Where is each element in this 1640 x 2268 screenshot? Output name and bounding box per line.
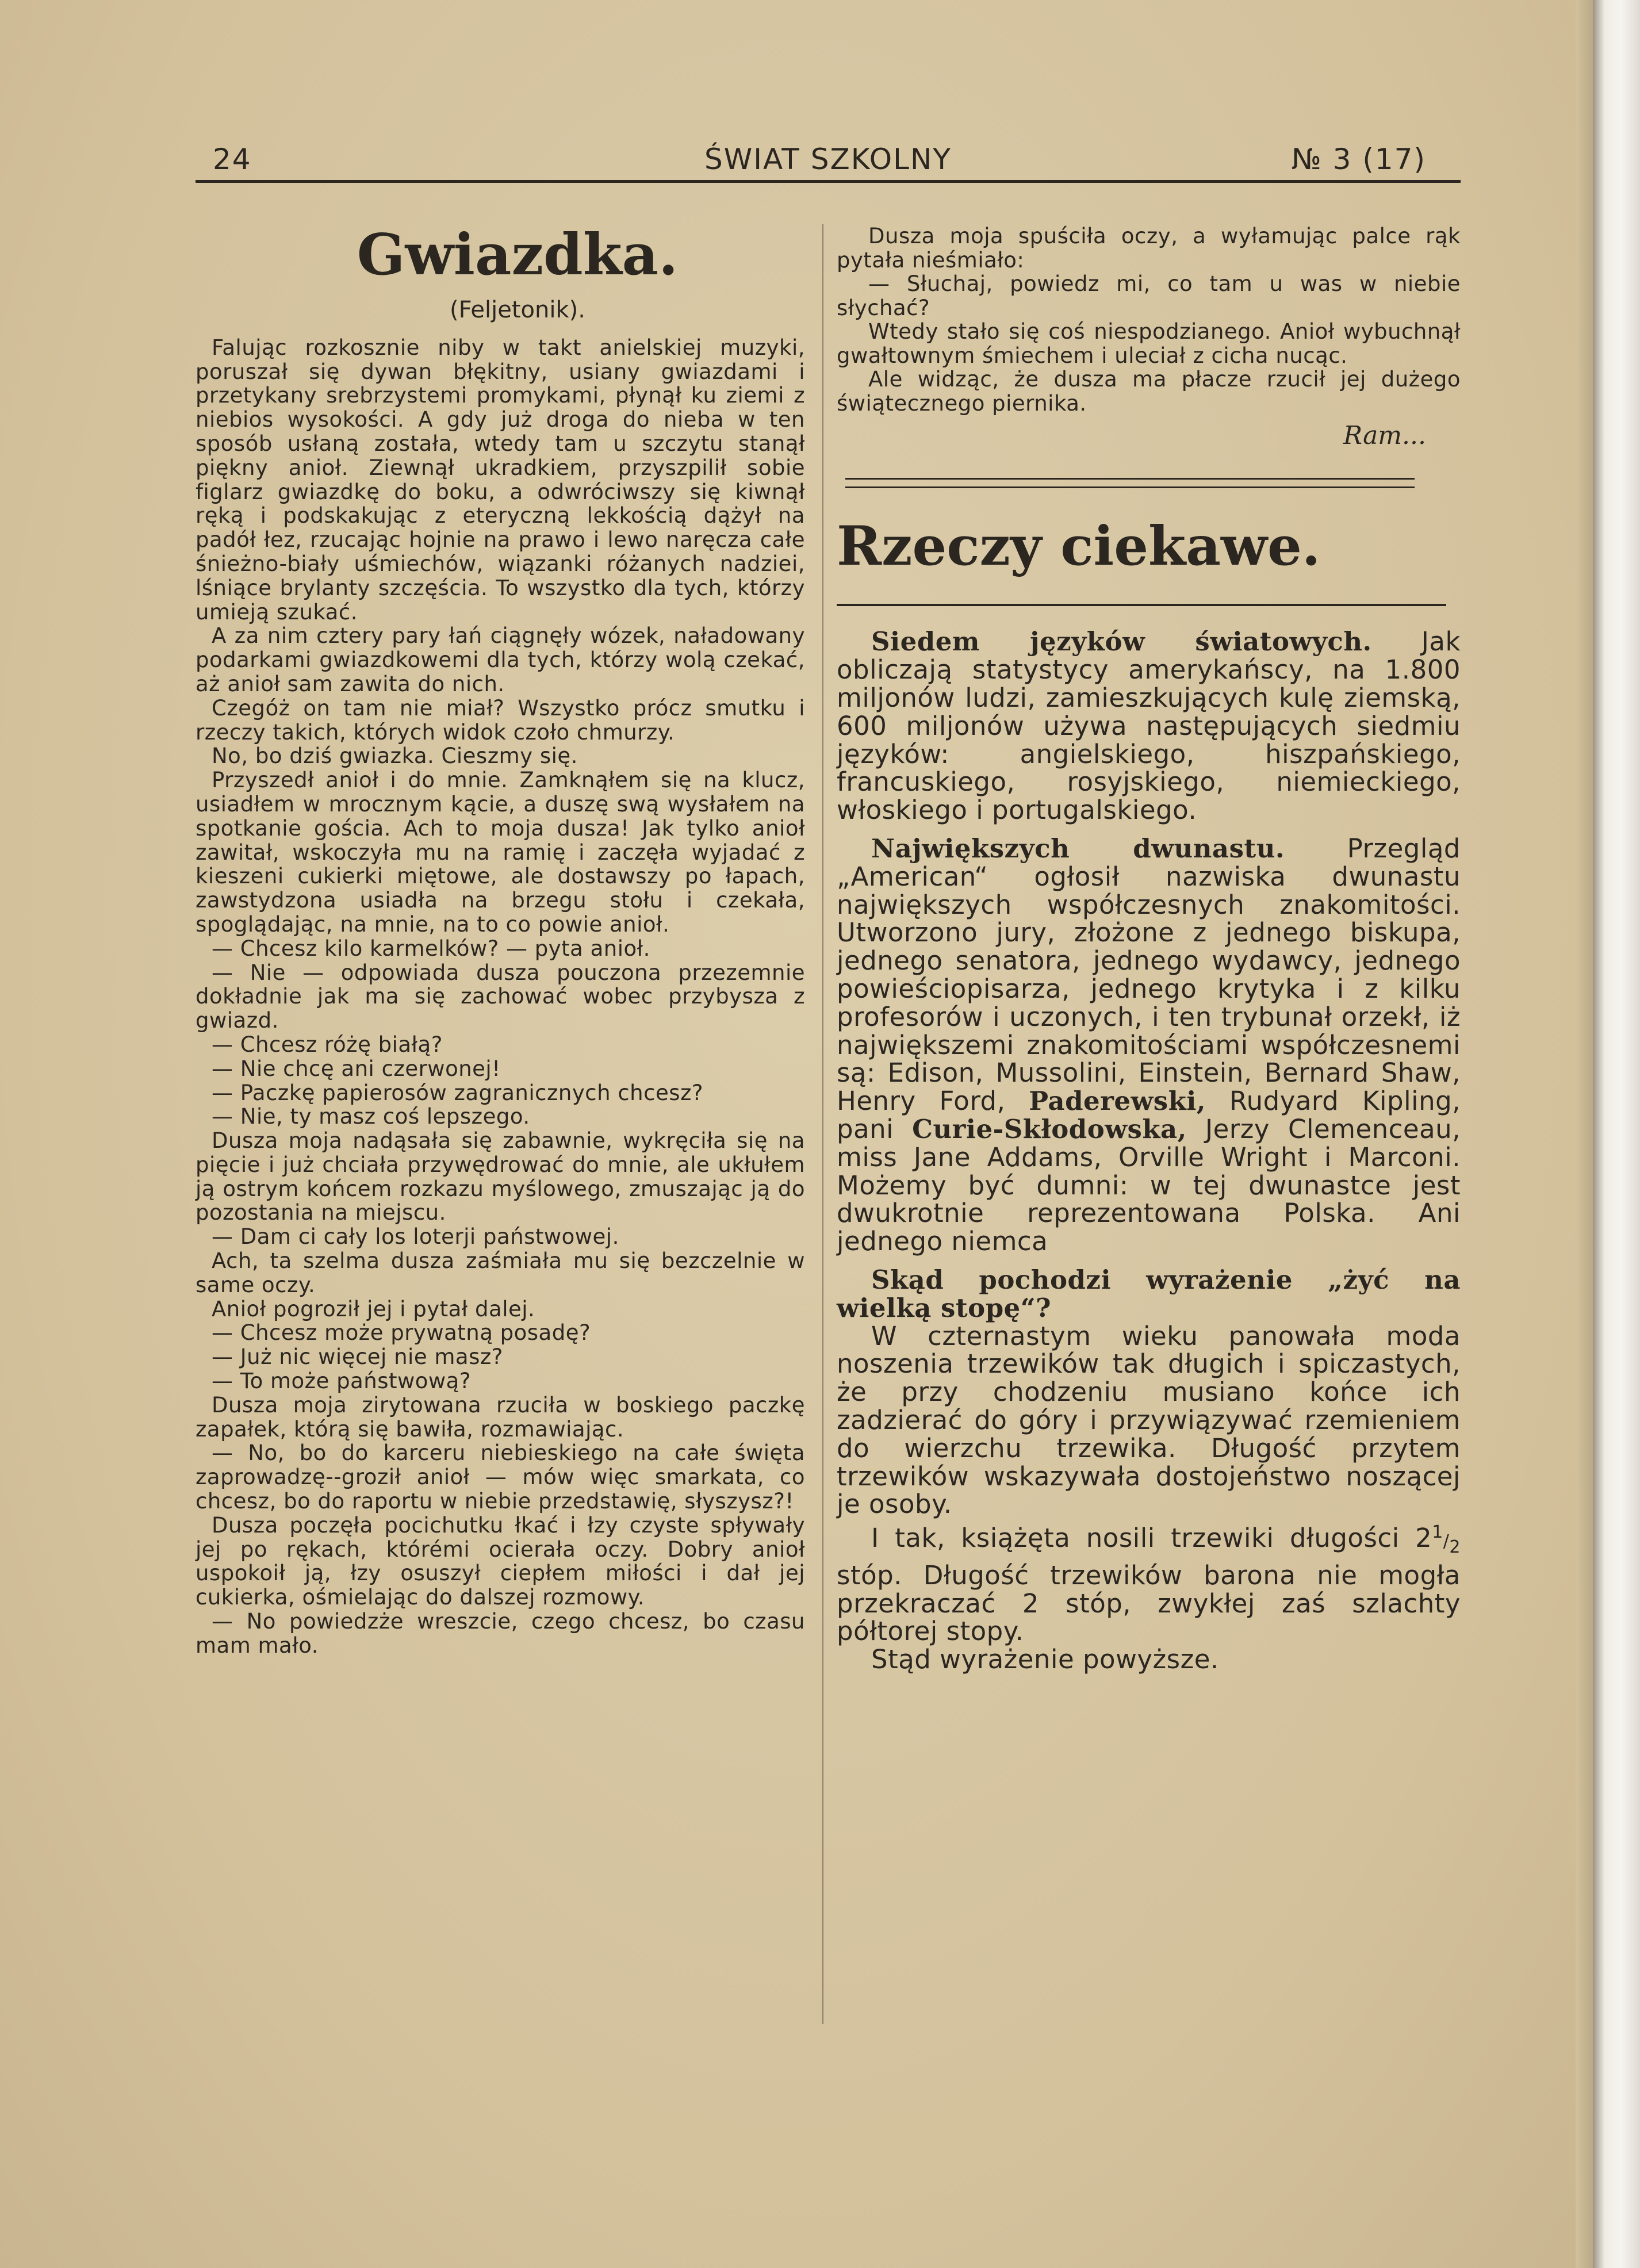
section-title: Rzeczy ciekawe. (837, 515, 1321, 578)
curiosities-body (837, 628, 1461, 1674)
paragraph: Ach, ta szelma dusza zaśmiała mu się bezczelnie w same oczy. (196, 1248, 805, 1297)
paragraph: Stąd wyrażenie powyższe. (871, 1644, 1219, 1675)
paragraph: Ale widząc, że dusza ma płacze rzucił jej dużego świątecznego piernika. (837, 367, 1461, 416)
column-divider (822, 224, 823, 2024)
feuilleton-subtitle: (Feljetonik). (450, 296, 585, 323)
item-text: Przegląd „American“ ogłosił nazwiska dwunastu największych współczesnych znakomitości. Utworzono jury, złożone z jednego biskupa, jednego senatora, jednego wydawcy, jednego powieściopisarza, jednego krytyka i z kilku profesorów i uczonych, i ten trybunał orzekł, iż największemi znakomitościami współczesnemi są: Edison, Mussolini, Einstein, Bernard Shaw, Henry Ford, (837, 833, 1461, 1117)
page-number: 24 (213, 143, 252, 176)
paragraph: Dusza moja spuściła oczy, a wyłamując palce rąk pytała nieśmiało: (837, 224, 1461, 273)
page-edge-shadow (1576, 0, 1593, 2268)
paragraph: A za nim cztery pary łań ciągnęły wózek, naładowany podarkami gwiazdkowemi dla tych, którzy wolą czekać, aż anioł sam zawita do nich. (196, 623, 805, 696)
paragraph: — No powiedzże wreszcie, czego chcesz, bo czasu mam mało. (196, 1609, 805, 1658)
header-rule (196, 180, 1461, 183)
paragraph: Dusza moja nadąsała się zabawnie, wykręciła się na pięcie i już chciała przywędrować do mnie, ale ukłułem ją ostrym końcem rozkazu myślowego, zmuszając ją do pozostania na miejscu. (196, 1128, 805, 1225)
paragraph: Wtedy stało się coś niespodzianego. Anioł wybuchnął gwałtownym śmiechem i uleciał z cicha nucąc. (837, 319, 1461, 368)
fraction-numerator: 1 (1432, 1522, 1443, 1543)
paragraph: — Nie — odpowiada dusza pouczona przezemnie dokładnie jak ma się zachować wobec przybysza z gwiazd. (196, 960, 805, 1033)
paragraph: Dusza moja zirytowana rzuciła w boskiego paczkę zapałek, którą się bawiła, rozmawiając. (196, 1392, 805, 1442)
paragraph: — Dam ci cały los loterji państwowej. (212, 1224, 619, 1250)
curiosity-item (837, 628, 1461, 825)
journal-title: ŚWIAT SZKOLNY (704, 143, 952, 176)
paragraph: Falując rozkosznie niby w takt anielskiej muzyki, poruszał się dywan błękitny, usiany gwiazdami i przetykany srebrzystemi promykami, płynął ku ziemi z niebios wysokości. A gdy już droga do nieba w ten sposób usłaną została, wtedy tam u szczytu stanął piękny anioł. Ziewnął ukradkiem, przyszpilił sobie figlarz gwiazdkę do boku, a odwróciwszy się kiwnął ręką i podskakując z eteryczną lekkością dążył na padół łez, rzucając hojnie na prawo i lewo naręcza całe śnieżno-biały uśmiechów, wiązanki różanych nadziei, lśniące brylanty szczęścia. To wszystko dla tych, którzy umieją szukać. (196, 335, 805, 625)
paragraph: Czegóż on tam nie miał? Wszystko prócz smutku i rzeczy takich, których widok czoło chmurzy. (196, 695, 805, 745)
feuilleton-continuation (837, 224, 1461, 415)
right-column (837, 224, 1461, 1674)
left-column (196, 224, 805, 1658)
paragraph: Dusza poczęła pocichutku łkać i łzy czyste spływały jej po rękach, którémi ocierała oczy. Dobry anioł uspokoił ją, łzy osuszył ciepłem miłości i dał jej cukierka, ośmielając do dalszej rozmowy. (196, 1512, 805, 1610)
section-separator (845, 478, 1415, 488)
highlighted-name: Paderewski, (1029, 1086, 1206, 1117)
paragraph: — Już nic więcej nie masz? (212, 1344, 503, 1370)
item-text: Jak obliczają statystycy amerykańscy, na 1.800 miljonów ludzi, zamieszkujących kulę ziemską, 600 miljonów używa następujących siedmiu języków: angielskiego, hiszpańskiego, francuskiego, rosyjskiego, niemieckiego, włoskiego i portugalskiego. (837, 626, 1461, 826)
feuilleton-title: Gwiazdka. (357, 222, 679, 288)
paragraph: — Chcesz może prywatną posadę? (212, 1320, 591, 1346)
paragraph: — No, bo do karceru niebieskiego na całe święta zaprowadzę--groził anioł — mów więc smarkata, co chcesz, bo do raportu w niebie przedstawię, słyszysz?! (196, 1441, 805, 1514)
item-heading: Skąd pochodzi wyrażenie „żyć na wielką stopę“? (837, 1264, 1461, 1323)
paragraph: — Nie, ty masz coś lepszego. (212, 1104, 530, 1129)
highlighted-name: Curie-Skłodowska, (912, 1113, 1187, 1144)
item-text: Rudyard Kipling, pani (837, 1086, 1461, 1144)
page-binding-edge (1593, 0, 1640, 2268)
curiosity-item (837, 835, 1461, 1256)
author-signature: Ram... (1343, 421, 1426, 450)
fraction-denominator: 2 (1449, 1537, 1461, 1558)
paragraph: — Chcesz kilo karmelków? — pyta anioł. (212, 936, 650, 961)
section-title-rule (837, 604, 1446, 606)
item-text: stóp. Długość trzewików barona nie mogła przekraczać 2 stóp, zwykłej zaś szlachty półtorej stopy. (837, 1560, 1461, 1647)
paragraph: W czternastym wieku panowała moda noszenia trzewików tak długich i spiczastych, że przy chodzeniu musiano końce ich zadzierać do góry i przywiązywać rzemieniem do wierzchu trzewika. Długość przytem trzewików wskazywała dostojeństwo noszącej je osoby. (837, 1320, 1461, 1520)
paragraph: Anioł pogroził jej i pytał dalej. (212, 1296, 535, 1321)
paragraph: — Paczkę papierosów zagranicznych chcesz? (212, 1080, 704, 1105)
item-text: Jerzy Clemenceau, miss Jane Addams, Orville Wright i Marconi. Możemy być dumni: w tej dwunastce jest dwukrotnie reprezentowana Polska. Ani jednego niemca (837, 1113, 1461, 1257)
item-heading: Siedem języków światowych. (871, 626, 1372, 657)
paragraph: — Chcesz różę białą? (212, 1032, 443, 1057)
paragraph: Przyszedł anioł i do mnie. Zamknąłem się na klucz, usiadłem w mrocznym kącie, a duszę swą wysłałem na spotkanie gościa. Ach to moja dusza! Jak tylko anioł zawitał, wskoczyła mu na ramię i zaczęła wyjadać z kieszeni cukierki miętowe, ale dostawszy po łapach, zawstydzona usiadła na brzegu stołu i czekała, spoglądając, na mnie, na to co powie anioł. (196, 768, 805, 937)
feuilleton-body (196, 336, 805, 1658)
paragraph: No, bo dziś gwiazka. Cieszmy się. (212, 744, 578, 769)
curiosity-item (837, 1266, 1461, 1323)
paragraph: — Nie chcę ani czerwonej! (212, 1056, 501, 1081)
item-heading: Największych dwunastu. (871, 833, 1285, 864)
issue-number: № 3 (17) (1291, 143, 1426, 176)
running-head (196, 143, 1461, 183)
paragraph: I tak, książęta nosili trzewiki długości $2^1/_2$ stóp. Długość trzewików barona nie mogła przekraczać 2 stóp, zwykłej zaś szlachty półtorej stopy. (837, 1522, 1461, 1647)
item-text: I tak, książęta nosili trzewiki długości 2 (871, 1523, 1432, 1554)
paragraph: — To może państwową? (212, 1369, 471, 1394)
paragraph: — Słuchaj, powiedz mi, co tam u was w niebie słychać? (837, 271, 1461, 320)
